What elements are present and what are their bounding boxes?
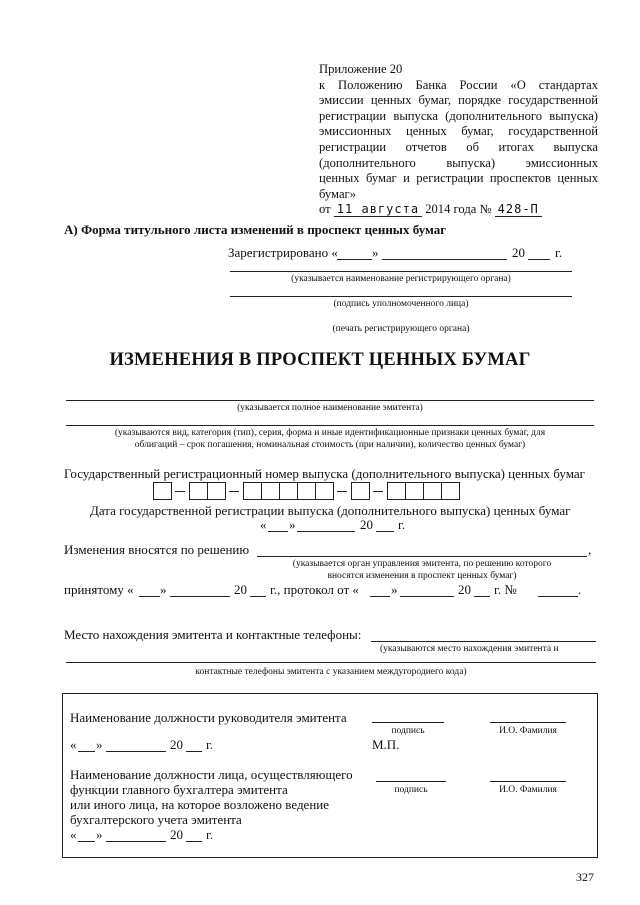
location-label: Место нахождения эмитента и контактные телефоны: <box>64 627 362 642</box>
accountant-signature-caption: подпись <box>394 785 428 795</box>
reg-number-dash <box>373 491 383 492</box>
reg-number-cell[interactable] <box>441 482 460 500</box>
organ-line <box>230 271 572 272</box>
reg-date-close: » <box>289 517 296 532</box>
decision-caption: (указывается орган управления эмитента, по решению которого <box>292 559 552 569</box>
registered-quote-close: » <box>372 245 379 260</box>
appendix-line: бумаг» <box>319 186 356 201</box>
accountant-position: функции главного бухгалтера эмитента <box>70 782 288 797</box>
page-number: 327 <box>576 870 594 884</box>
reg-number-cell[interactable] <box>189 482 208 500</box>
accountant-position: Наименование должности лица, осуществляющего <box>70 767 353 782</box>
accountant-date-close: » <box>96 827 103 842</box>
head-position: Наименование должности руководителя эмитента <box>70 710 347 725</box>
appendix-date-line <box>319 202 598 218</box>
handwritten-number: 428-П <box>495 202 542 217</box>
registered-year-line <box>528 259 550 260</box>
securities-caption: (указываются вид, категория (тип), серия, форма и иные идентификационные признаки ценных бумаг, для <box>114 428 546 438</box>
reg-date-open: « <box>260 517 267 532</box>
protocol-month-line[interactable] <box>400 596 454 597</box>
accountant-position: бухгалтерского учета эмитента <box>70 812 242 827</box>
protocol-dot: . <box>578 582 582 597</box>
reg-number-cell[interactable] <box>297 482 316 500</box>
reg-number-cell[interactable] <box>387 482 406 500</box>
adopted-month-line[interactable] <box>170 596 230 597</box>
reg-number-label: Государственный регистрационный номер выпуска (дополнительного выпуска) ценных бумаг <box>64 466 585 481</box>
reg-date-year: 20 <box>360 517 373 532</box>
organ-caption: (указывается наименование регистрирующего органа) <box>291 274 511 284</box>
appendix-line: эмиссии ценных бумаг, порядке государственной <box>319 93 598 108</box>
adopted-close: » <box>160 582 167 597</box>
decision-caption: вносятся изменения в проспект ценных бумаг) <box>327 571 517 581</box>
accountant-date-year: 20 <box>170 827 183 842</box>
head-name-caption: И.О. Фамилия <box>499 726 557 736</box>
accountant-date-month-line[interactable] <box>106 841 166 842</box>
appendix-line: к Положению Банка России «О стандартах <box>319 77 598 92</box>
head-signature-caption: подпись <box>391 726 425 736</box>
accountant-name-line[interactable] <box>490 781 566 782</box>
head-date-year: 20 <box>170 737 183 752</box>
seal-caption: (печать регистрирующего органа) <box>332 324 470 334</box>
protocol-label: г., протокол от « <box>270 582 359 597</box>
signature-line <box>230 296 572 297</box>
registered-year: 20 <box>512 245 525 260</box>
head-date-day-line[interactable] <box>78 751 95 752</box>
head-date-close: » <box>96 737 103 752</box>
registered-year-suffix: г. <box>555 245 563 260</box>
reg-number-group <box>243 482 333 500</box>
reg-date-month-line[interactable] <box>297 531 355 532</box>
signature-caption: (подпись уполномоченного лица) <box>333 299 469 309</box>
head-name-line[interactable] <box>490 722 566 723</box>
seal-label: М.П. <box>372 737 400 752</box>
appendix-line: регистрации отчетов об итогах выпуска <box>319 139 598 154</box>
page-title: ИЗМЕНЕНИЯ В ПРОСПЕКТ ЦЕННЫХ БУМАГ <box>109 350 531 370</box>
issuer-name-caption: (указывается полное наименование эмитента) <box>237 403 423 413</box>
reg-number-dash <box>337 491 347 492</box>
protocol-close: » <box>391 582 398 597</box>
appendix-line: (дополнительного выпуска) эмиссионных <box>319 155 598 170</box>
adopted-year-line[interactable] <box>250 596 266 597</box>
registered-label: Зарегистрировано « <box>228 245 338 260</box>
reg-date-suffix: г. <box>398 517 406 532</box>
reg-number-group <box>351 482 369 500</box>
location-line-2[interactable] <box>66 662 596 663</box>
adopted-label: принятому « <box>64 582 134 597</box>
reg-number-group <box>387 482 459 500</box>
issuer-name-line <box>66 400 594 401</box>
date-prefix: от <box>319 202 331 217</box>
head-date-suffix: г. <box>206 737 214 752</box>
reg-number-dash <box>229 491 239 492</box>
appendix-line: регистрации выпуска (дополнительного выпуска) <box>319 108 598 123</box>
reg-date-year-line[interactable] <box>376 531 394 532</box>
decision-label: Изменения вносятся по решению <box>64 542 250 557</box>
reg-number-cell[interactable] <box>243 482 262 500</box>
location-line[interactable] <box>371 641 596 642</box>
accountant-date-day-line[interactable] <box>78 841 95 842</box>
protocol-year: 20 <box>458 582 471 597</box>
appendix-header <box>319 62 598 218</box>
head-date-month-line[interactable] <box>106 751 166 752</box>
protocol-year-line[interactable] <box>474 596 490 597</box>
protocol-number-line[interactable] <box>538 596 578 597</box>
reg-number-boxes[interactable] <box>153 482 459 500</box>
reg-number-cell[interactable] <box>351 482 370 500</box>
adopted-day-line[interactable] <box>139 596 160 597</box>
reg-number-cell[interactable] <box>279 482 298 500</box>
decision-line[interactable] <box>257 556 587 557</box>
location-caption: (указываются место нахождения эмитента и <box>380 644 559 654</box>
date-middle: 2014 года № <box>425 202 492 217</box>
appendix-title: Приложение 20 <box>319 62 403 76</box>
reg-number-dash <box>175 491 185 492</box>
decision-comma: , <box>588 542 592 557</box>
adopted-year: 20 <box>234 582 247 597</box>
appendix-line: эмиссионных ценных бумаг, государственной <box>319 124 598 139</box>
reg-number-cell[interactable] <box>207 482 226 500</box>
head-date-year-line[interactable] <box>186 751 202 752</box>
reg-number-group <box>153 482 171 500</box>
protocol-day-line[interactable] <box>370 596 390 597</box>
handwritten-date: 11 августа <box>334 202 422 217</box>
reg-number-cell[interactable] <box>315 482 334 500</box>
registered-month-line <box>382 259 507 260</box>
accountant-position: или иного лица, на которое возложено ведение <box>70 797 330 812</box>
location-caption: контактные телефоны эмитента с указанием междугородиего кода) <box>195 667 467 677</box>
accountant-signature-line[interactable] <box>376 781 446 782</box>
accountant-name-caption: И.О. Фамилия <box>499 785 557 795</box>
securities-line <box>66 425 594 426</box>
reg-date-day-line[interactable] <box>268 531 288 532</box>
head-date-open: « <box>70 737 77 752</box>
reg-number-cell[interactable] <box>423 482 442 500</box>
protocol-number-label: г. № <box>494 582 517 597</box>
registered-day-line <box>337 259 372 260</box>
reg-number-group <box>189 482 225 500</box>
appendix-line: ценных бумаг и регистрации проспектов ценных <box>319 171 598 186</box>
reg-date-label: Дата государственной регистрации выпуска (дополнительного выпуска) ценных бумаг <box>90 503 571 518</box>
securities-caption: облигаций – срок погашения, номинальная стоимость (при наличии), количество ценных бумаг) <box>134 440 526 450</box>
reg-number-cell[interactable] <box>153 482 172 500</box>
accountant-date-open: « <box>70 827 77 842</box>
accountant-date-year-line[interactable] <box>186 841 202 842</box>
reg-number-cell[interactable] <box>405 482 424 500</box>
head-signature-line[interactable] <box>372 722 444 723</box>
accountant-date-suffix: г. <box>206 827 214 842</box>
section-a-heading: А) Форма титульного листа изменений в проспект ценных бумаг <box>64 222 447 237</box>
reg-number-cell[interactable] <box>261 482 280 500</box>
